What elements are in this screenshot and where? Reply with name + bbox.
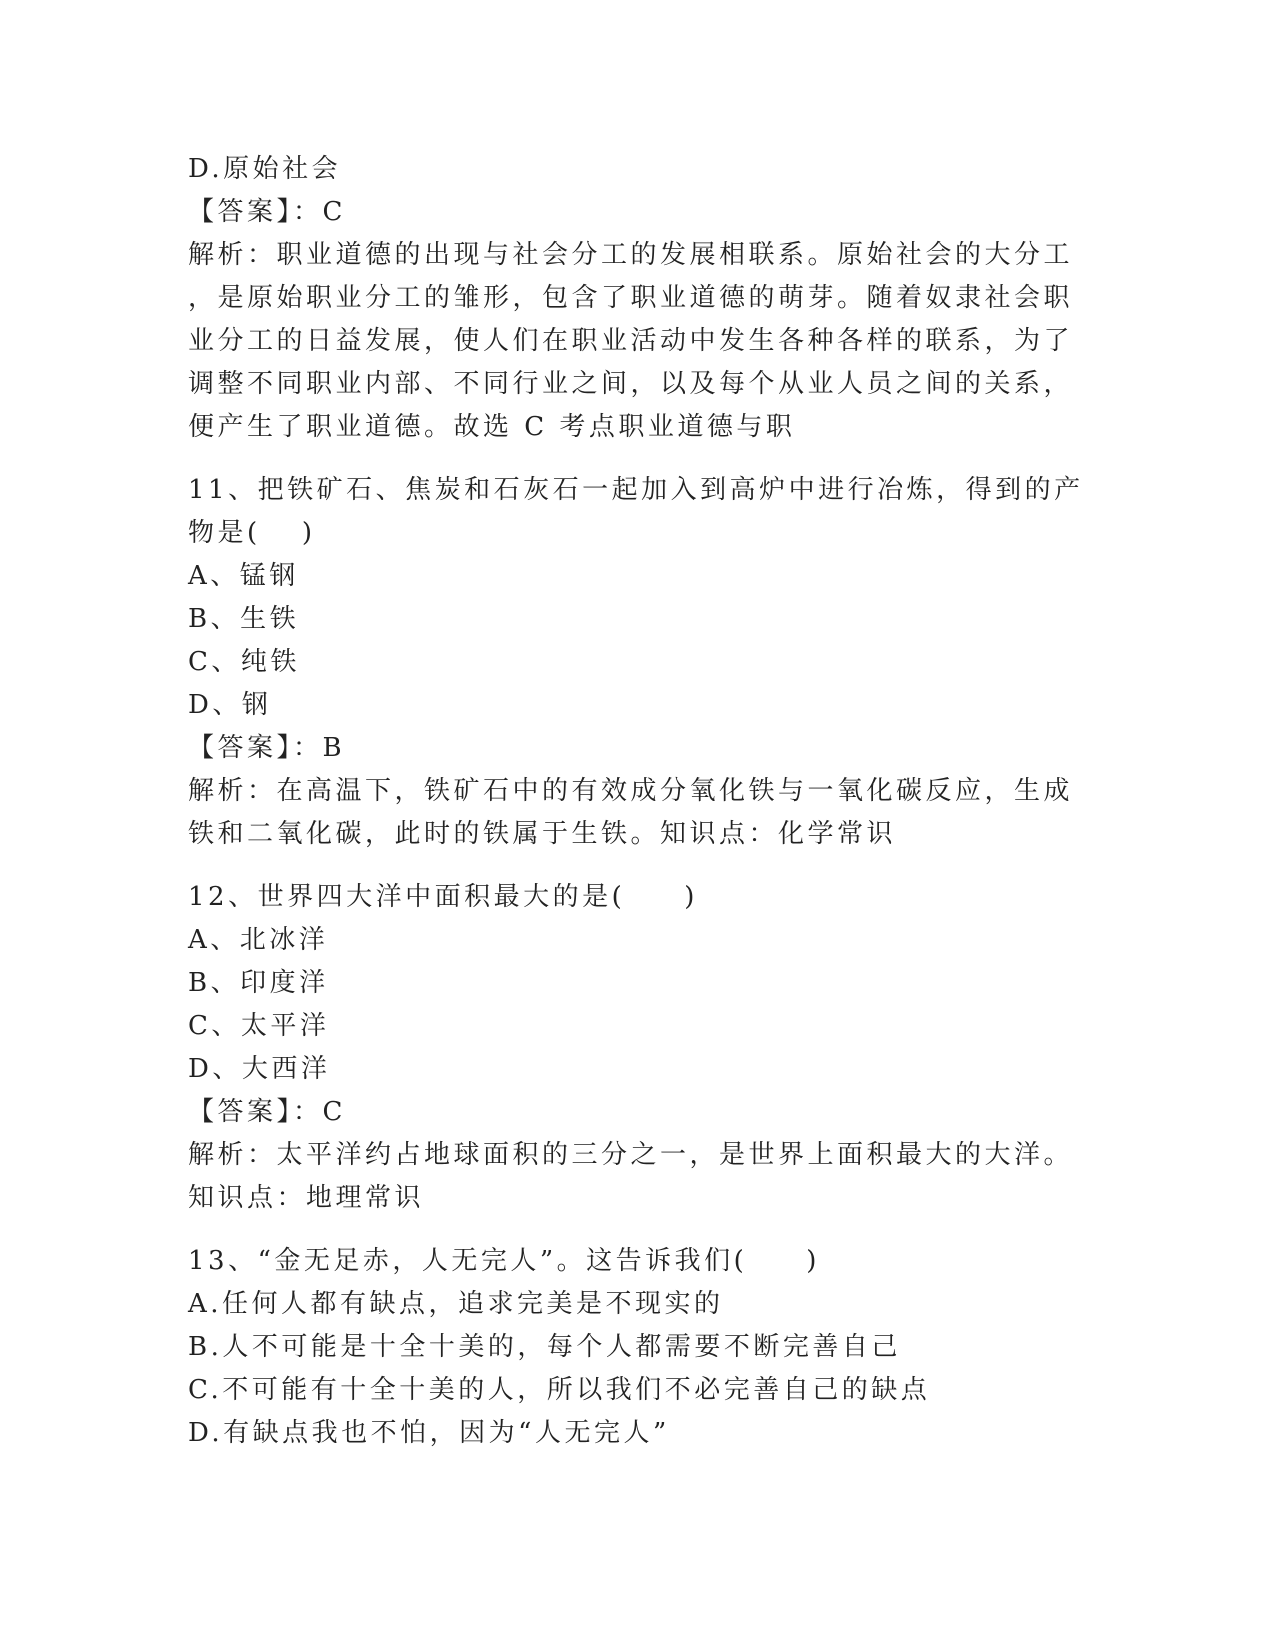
- q11-option-a: A、锰钢: [188, 561, 299, 591]
- q12-option-c: C、太平洋: [188, 1011, 330, 1041]
- prev-analysis-line: 调整不同职业内部、不同行业之间，以及每个从业人员之间的关系，: [188, 369, 1074, 399]
- q13-option-d: D.有缺点我也不怕，因为“人无完人”: [188, 1418, 670, 1448]
- q12-stem: 12、世界四大洋中面积最大的是( ): [188, 882, 698, 912]
- prev-analysis-line: 便产生了职业道德。故选 C 考点职业道德与职: [188, 412, 796, 442]
- q13-option-b: B.人不可能是十全十美的，每个人都需要不断完善自己: [188, 1332, 901, 1362]
- q12-option-a: A、北冰洋: [188, 925, 329, 955]
- q13-option-a: A.任何人都有缺点，追求完美是不现实的: [188, 1289, 724, 1319]
- q11-stem-line: 物是( ): [188, 518, 316, 548]
- q11-option-d: D、钢: [188, 690, 272, 720]
- q11-option-c: C、纯铁: [188, 647, 300, 677]
- prev-option-d: D.原始社会: [188, 154, 342, 184]
- q11-analysis-line: 铁和二氧化碳，此时的铁属于生铁。知识点：化学常识: [188, 819, 897, 849]
- prev-analysis-line: ，是原始职业分工的雏形，包含了职业道德的萌芽。随着奴隶社会职: [188, 283, 1074, 313]
- q11-stem-line: 11、把铁矿石、焦炭和石灰石一起加入到高炉中进行冶炼，得到的产: [188, 475, 1084, 505]
- q13-stem: 13、“金无足赤，人无完人”。这告诉我们( ): [188, 1246, 820, 1276]
- q12-option-d: D、大西洋: [188, 1054, 331, 1084]
- prev-answer: 【答案】：C: [188, 197, 346, 227]
- prev-analysis-line: 解析：职业道德的出现与社会分工的发展相联系。原始社会的大分工: [188, 240, 1074, 270]
- q12-analysis-line: 知识点：地理常识: [188, 1183, 425, 1213]
- q11-analysis-line: 解析：在高温下，铁矿石中的有效成分氧化铁与一氧化碳反应，生成: [188, 776, 1074, 806]
- q11-answer: 【答案】：B: [188, 733, 346, 763]
- question-content: [188, 148, 1084, 1455]
- prev-analysis-line: 业分工的日益发展，使人们在职业活动中发生各种各样的联系，为了: [188, 326, 1074, 356]
- q11-option-b: B、生铁: [188, 604, 300, 634]
- q12-analysis-line: 解析：太平洋约占地球面积的三分之一，是世界上面积最大的大洋。: [188, 1140, 1074, 1170]
- q12-option-b: B、印度洋: [188, 968, 329, 998]
- q12-answer: 【答案】：C: [188, 1097, 346, 1127]
- q13-option-c: C.不可能有十全十美的人，所以我们不必完善自己的缺点: [188, 1375, 931, 1405]
